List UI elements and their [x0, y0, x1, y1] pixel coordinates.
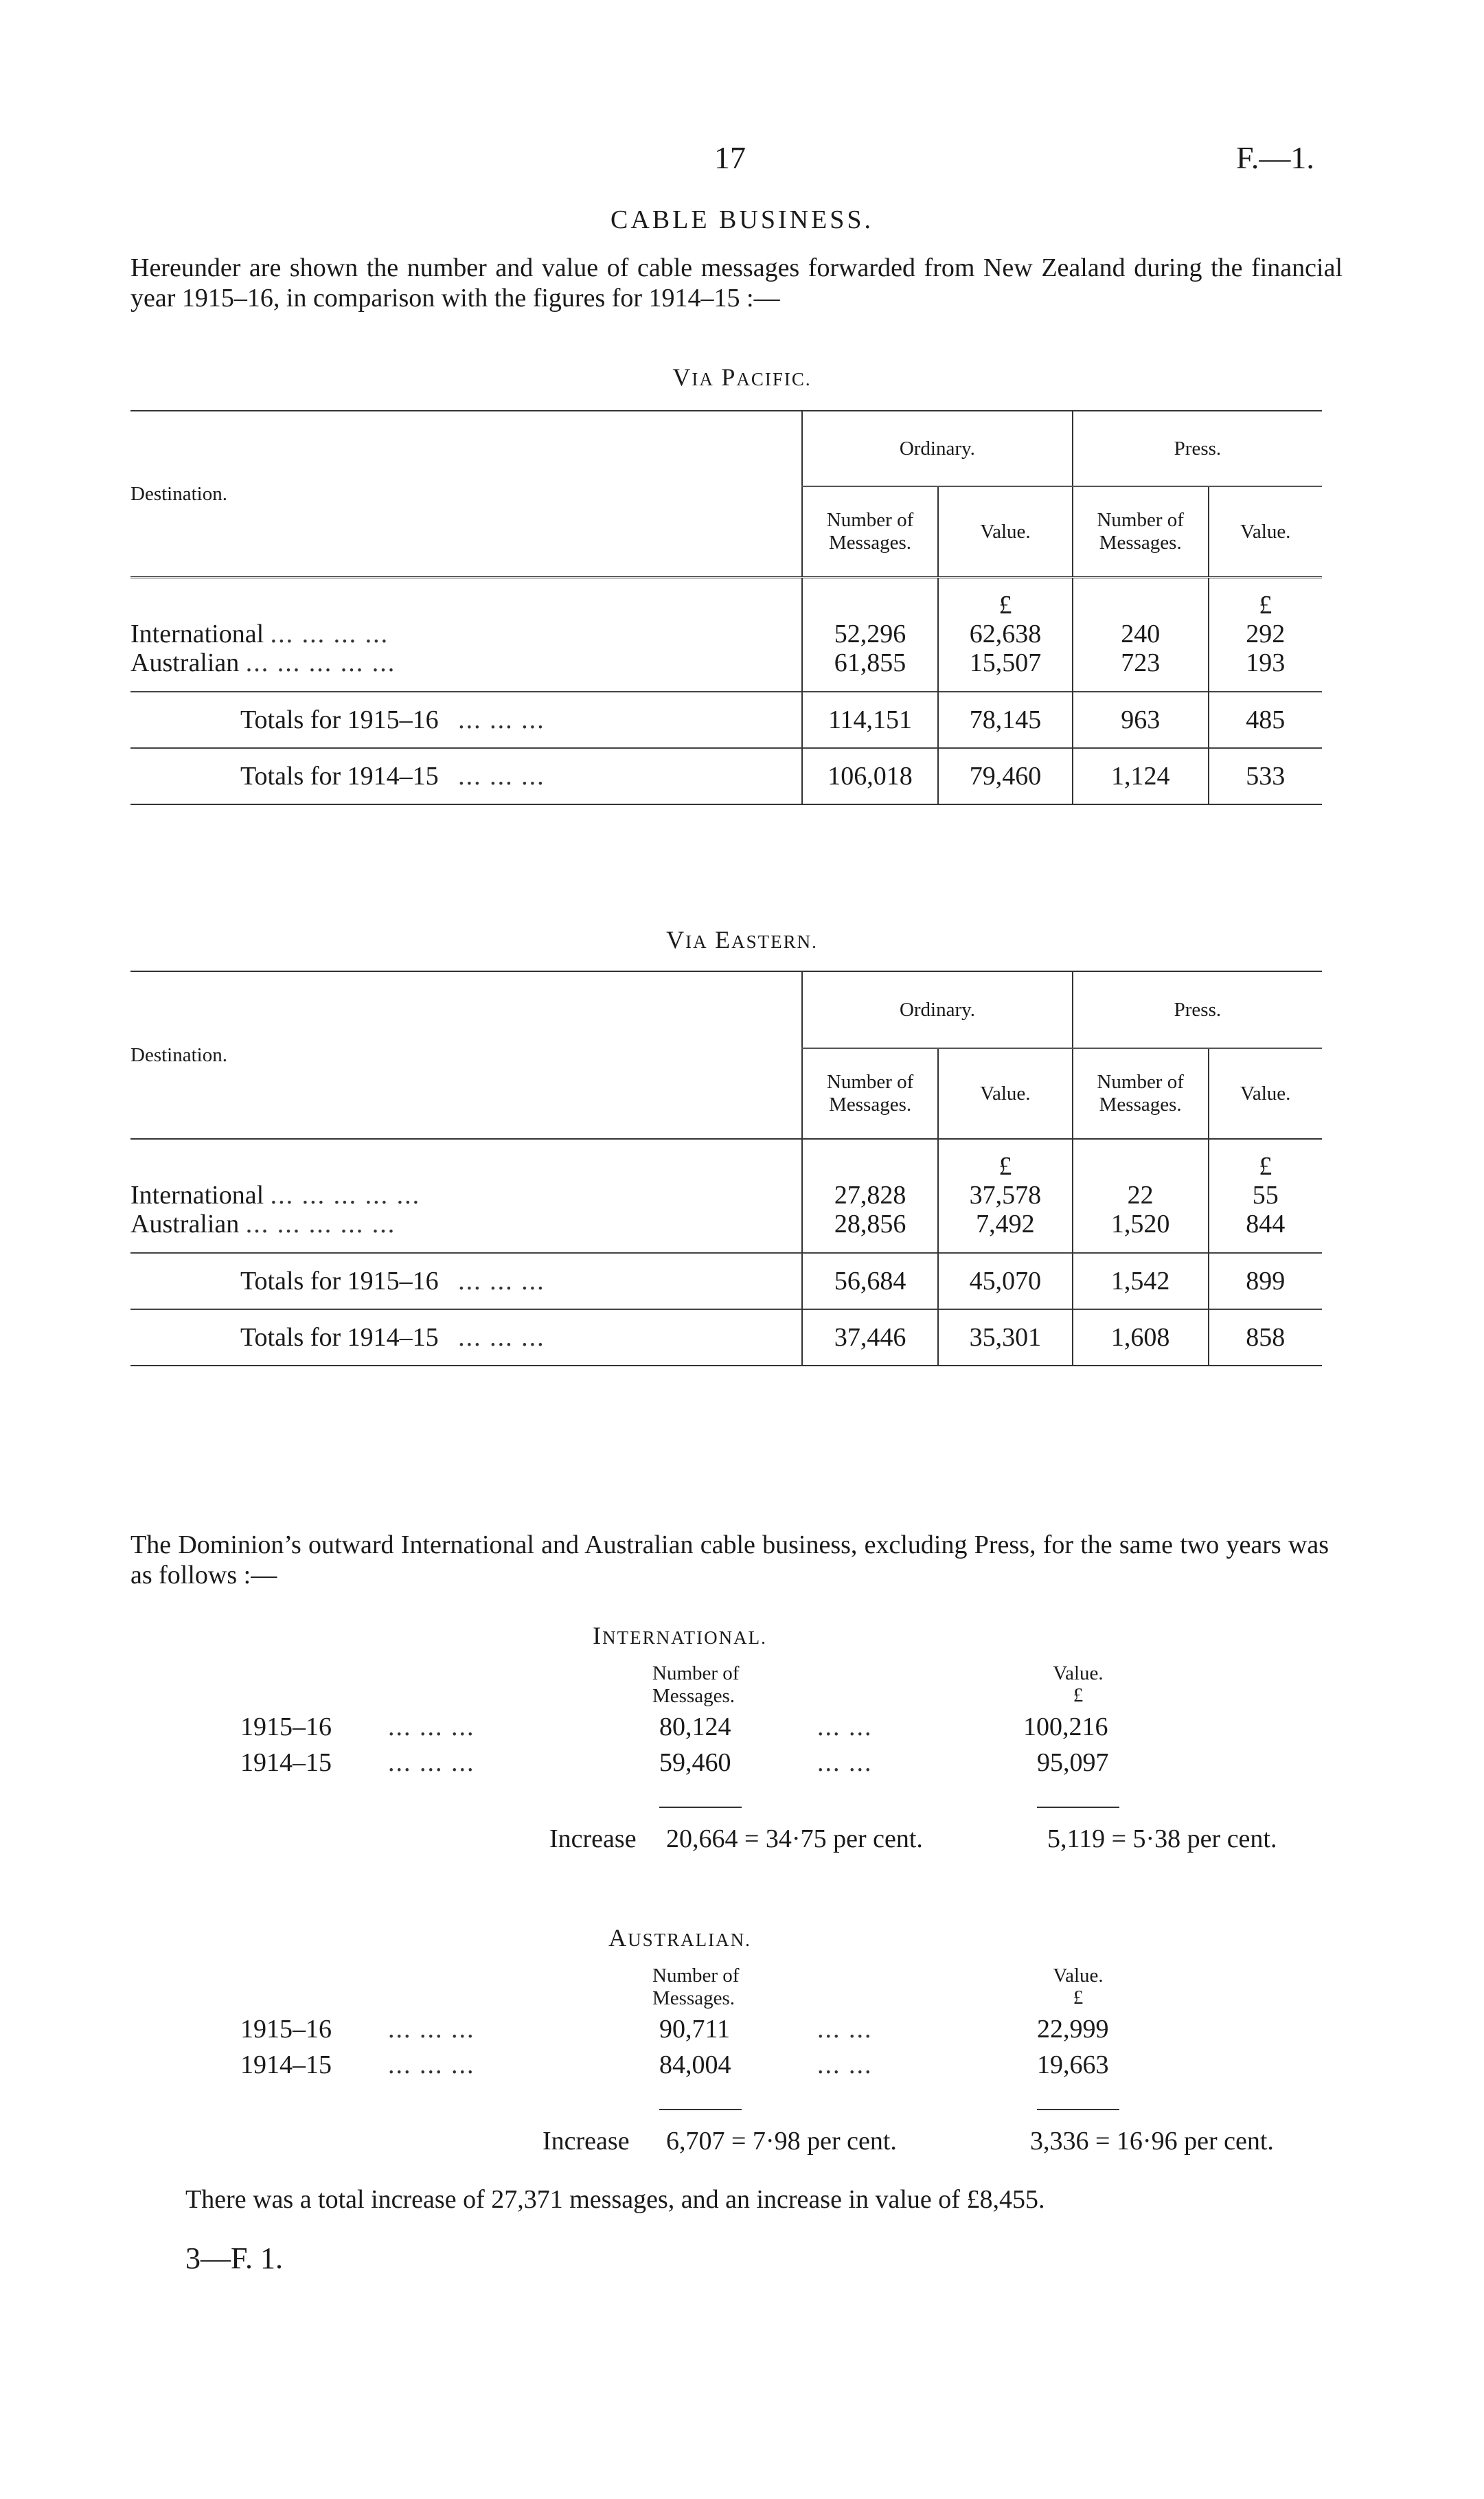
message-count: 90,711	[659, 2015, 731, 2044]
heading-letter: V	[666, 926, 686, 953]
col-press-value: Value.	[1209, 1048, 1322, 1139]
col-ordinary-value: Value.	[938, 1048, 1073, 1139]
australian-heading: AUSTRALIAN.	[608, 1924, 751, 1952]
value-amount: 95,097	[1037, 1748, 1109, 1777]
col-value: Value.	[1053, 1662, 1104, 1684]
value-amount: 19,663	[1037, 2050, 1109, 2079]
footer-signature-mark: 3—F. 1.	[185, 2241, 283, 2275]
increase-value: 3,336 = 16·96 per cent.	[1030, 2127, 1274, 2156]
closing-sentence: There was a total increase of 27,371 messages, and an increase in value of £8,455.	[185, 2185, 1045, 2214]
col-press-value: Value.	[1209, 486, 1322, 578]
heading-part: ACIFIC.	[736, 369, 812, 389]
sum-rule	[659, 1807, 742, 1808]
increase-label: Increase	[549, 1824, 637, 1853]
via-eastern-heading	[0, 925, 1484, 954]
heading-letter: V	[672, 363, 692, 391]
ordinary-value-cell: £ 62,638 15,507	[938, 578, 1073, 692]
col-press-number: Number of Messages.	[1073, 486, 1209, 578]
press-value-cell: £ 292 193	[1209, 578, 1322, 692]
via-pacific-table	[130, 410, 1322, 805]
col-value: Value.	[1053, 1965, 1104, 1987]
increase-number: 6,707 = 7·98 per cent.	[666, 2127, 897, 2156]
currency-symbol: £	[1259, 591, 1272, 620]
heading-part: IA	[685, 931, 708, 952]
year-label: 1914–15	[240, 1748, 332, 1777]
sum-rule	[1037, 1807, 1119, 1808]
totals-row: Totals for 1915–16 ... ... ... 56,684 45,070 1,542 899	[130, 1253, 1322, 1309]
destination-cell	[130, 1139, 802, 1253]
value-amount: 100,216	[1023, 1712, 1108, 1741]
ordinary-number-cell: 52,296 61,855	[802, 578, 938, 692]
press-number-cell: 22 1,520	[1073, 1139, 1209, 1253]
currency-symbol: £	[998, 1152, 1012, 1181]
col-ordinary-number: Number of Messages.	[802, 1048, 938, 1139]
ordinary-value-cell: £ 37,578 7,492	[938, 1139, 1073, 1253]
heading-letter: P	[721, 363, 737, 391]
col-ordinary: Ordinary.	[802, 971, 1073, 1048]
via-pacific-heading	[0, 363, 1484, 392]
table-row-label: International ... ... ... ...	[130, 620, 389, 648]
col-ordinary-value: Value.	[938, 486, 1073, 578]
summary-paragraph: The Dominion’s outward International and Australian cable business, excluding Press, for the same two years was as follows :—	[130, 1530, 1329, 1590]
table-row-label: Australian ... ... ... ... ...	[130, 648, 396, 677]
currency-symbol: £	[1259, 1152, 1272, 1181]
currency-symbol: £	[1073, 1987, 1084, 2009]
page-reference: F.—1.	[1236, 140, 1314, 175]
heading-part: IA	[692, 369, 714, 389]
destination-cell	[130, 578, 802, 692]
via-eastern-table	[130, 971, 1322, 1366]
intro-paragraph: Hereunder are shown the number and value of cable messages forwarded from New Zealand during the financial year 1915–16, in comparison with the figures for 1914–15 :—	[130, 253, 1343, 313]
totals-row: Totals for 1915–16 ... ... ... 114,151 78,145 963 485	[130, 692, 1322, 748]
col-press-number: Number of Messages.	[1073, 1048, 1209, 1139]
page-number: 17	[714, 140, 746, 175]
table-row-label: International ... ... ... ... ...	[130, 1181, 421, 1210]
col-press: Press.	[1073, 971, 1322, 1048]
international-block: Number of Messages. Value. £ 1915–16 ... ... ... 80,124 ... ... 100,216 1914–15 ... ... ... 59,460 ... ... 95,097 Increase 20,664 = 34·75 per cent. 5,119 = 5·38 per cent.	[240, 1662, 1277, 1853]
australian-block: Number of Messages. Value. £ 1915–16 ... ... ... 90,711 ... ... 22,999 1914–15 ... ... ... 84,004 ... ... 19,663 Increase 6,707 = 7·98 per cent. 3,336 = 16·96 per cent.	[240, 1965, 1274, 2156]
sum-rule	[659, 2109, 742, 2110]
message-count: 80,124	[659, 1712, 731, 1741]
table-row-label: Australian ... ... ... ... ...	[130, 1210, 396, 1239]
col-destination: Destination.	[130, 971, 802, 1139]
message-count: 59,460	[659, 1748, 731, 1777]
totals-row: Totals for 1914–15 ... ... ... 106,018 79,460 1,124 533	[130, 748, 1322, 804]
message-count: 84,004	[659, 2050, 731, 2079]
col-press: Press.	[1073, 411, 1322, 486]
col-ordinary: Ordinary.	[802, 411, 1073, 486]
heading-part: ASTERN.	[731, 931, 818, 952]
page-title: CABLE BUSINESS.	[610, 205, 874, 234]
totals-row: Totals for 1914–15 ... ... ... 37,446 35,301 1,608 858	[130, 1309, 1322, 1366]
col-number-of-messages: Number of Messages.	[652, 1662, 740, 1707]
currency-symbol: £	[998, 591, 1012, 620]
currency-symbol: £	[1073, 1684, 1084, 1706]
increase-value: 5,119 = 5·38 per cent.	[1047, 1824, 1277, 1853]
col-ordinary-number: Number of Messages.	[802, 486, 938, 578]
col-number-of-messages: Number of Messages.	[652, 1965, 740, 2009]
col-destination: Destination.	[130, 411, 802, 578]
press-number-cell: 240 723	[1073, 578, 1209, 692]
sum-rule	[1037, 2109, 1119, 2110]
increase-label: Increase	[543, 2127, 630, 2156]
ordinary-number-cell: 27,828 28,856	[802, 1139, 938, 1253]
increase-number: 20,664 = 34·75 per cent.	[666, 1824, 923, 1853]
heading-letter: E	[715, 926, 732, 953]
value-amount: 22,999	[1037, 2015, 1109, 2044]
year-label: 1915–16	[240, 1712, 332, 1741]
press-value-cell: £ 55 844	[1209, 1139, 1322, 1253]
year-label: 1914–15	[240, 2050, 332, 2079]
year-label: 1915–16	[240, 2015, 332, 2044]
international-heading: INTERNATIONAL.	[593, 1622, 767, 1649]
